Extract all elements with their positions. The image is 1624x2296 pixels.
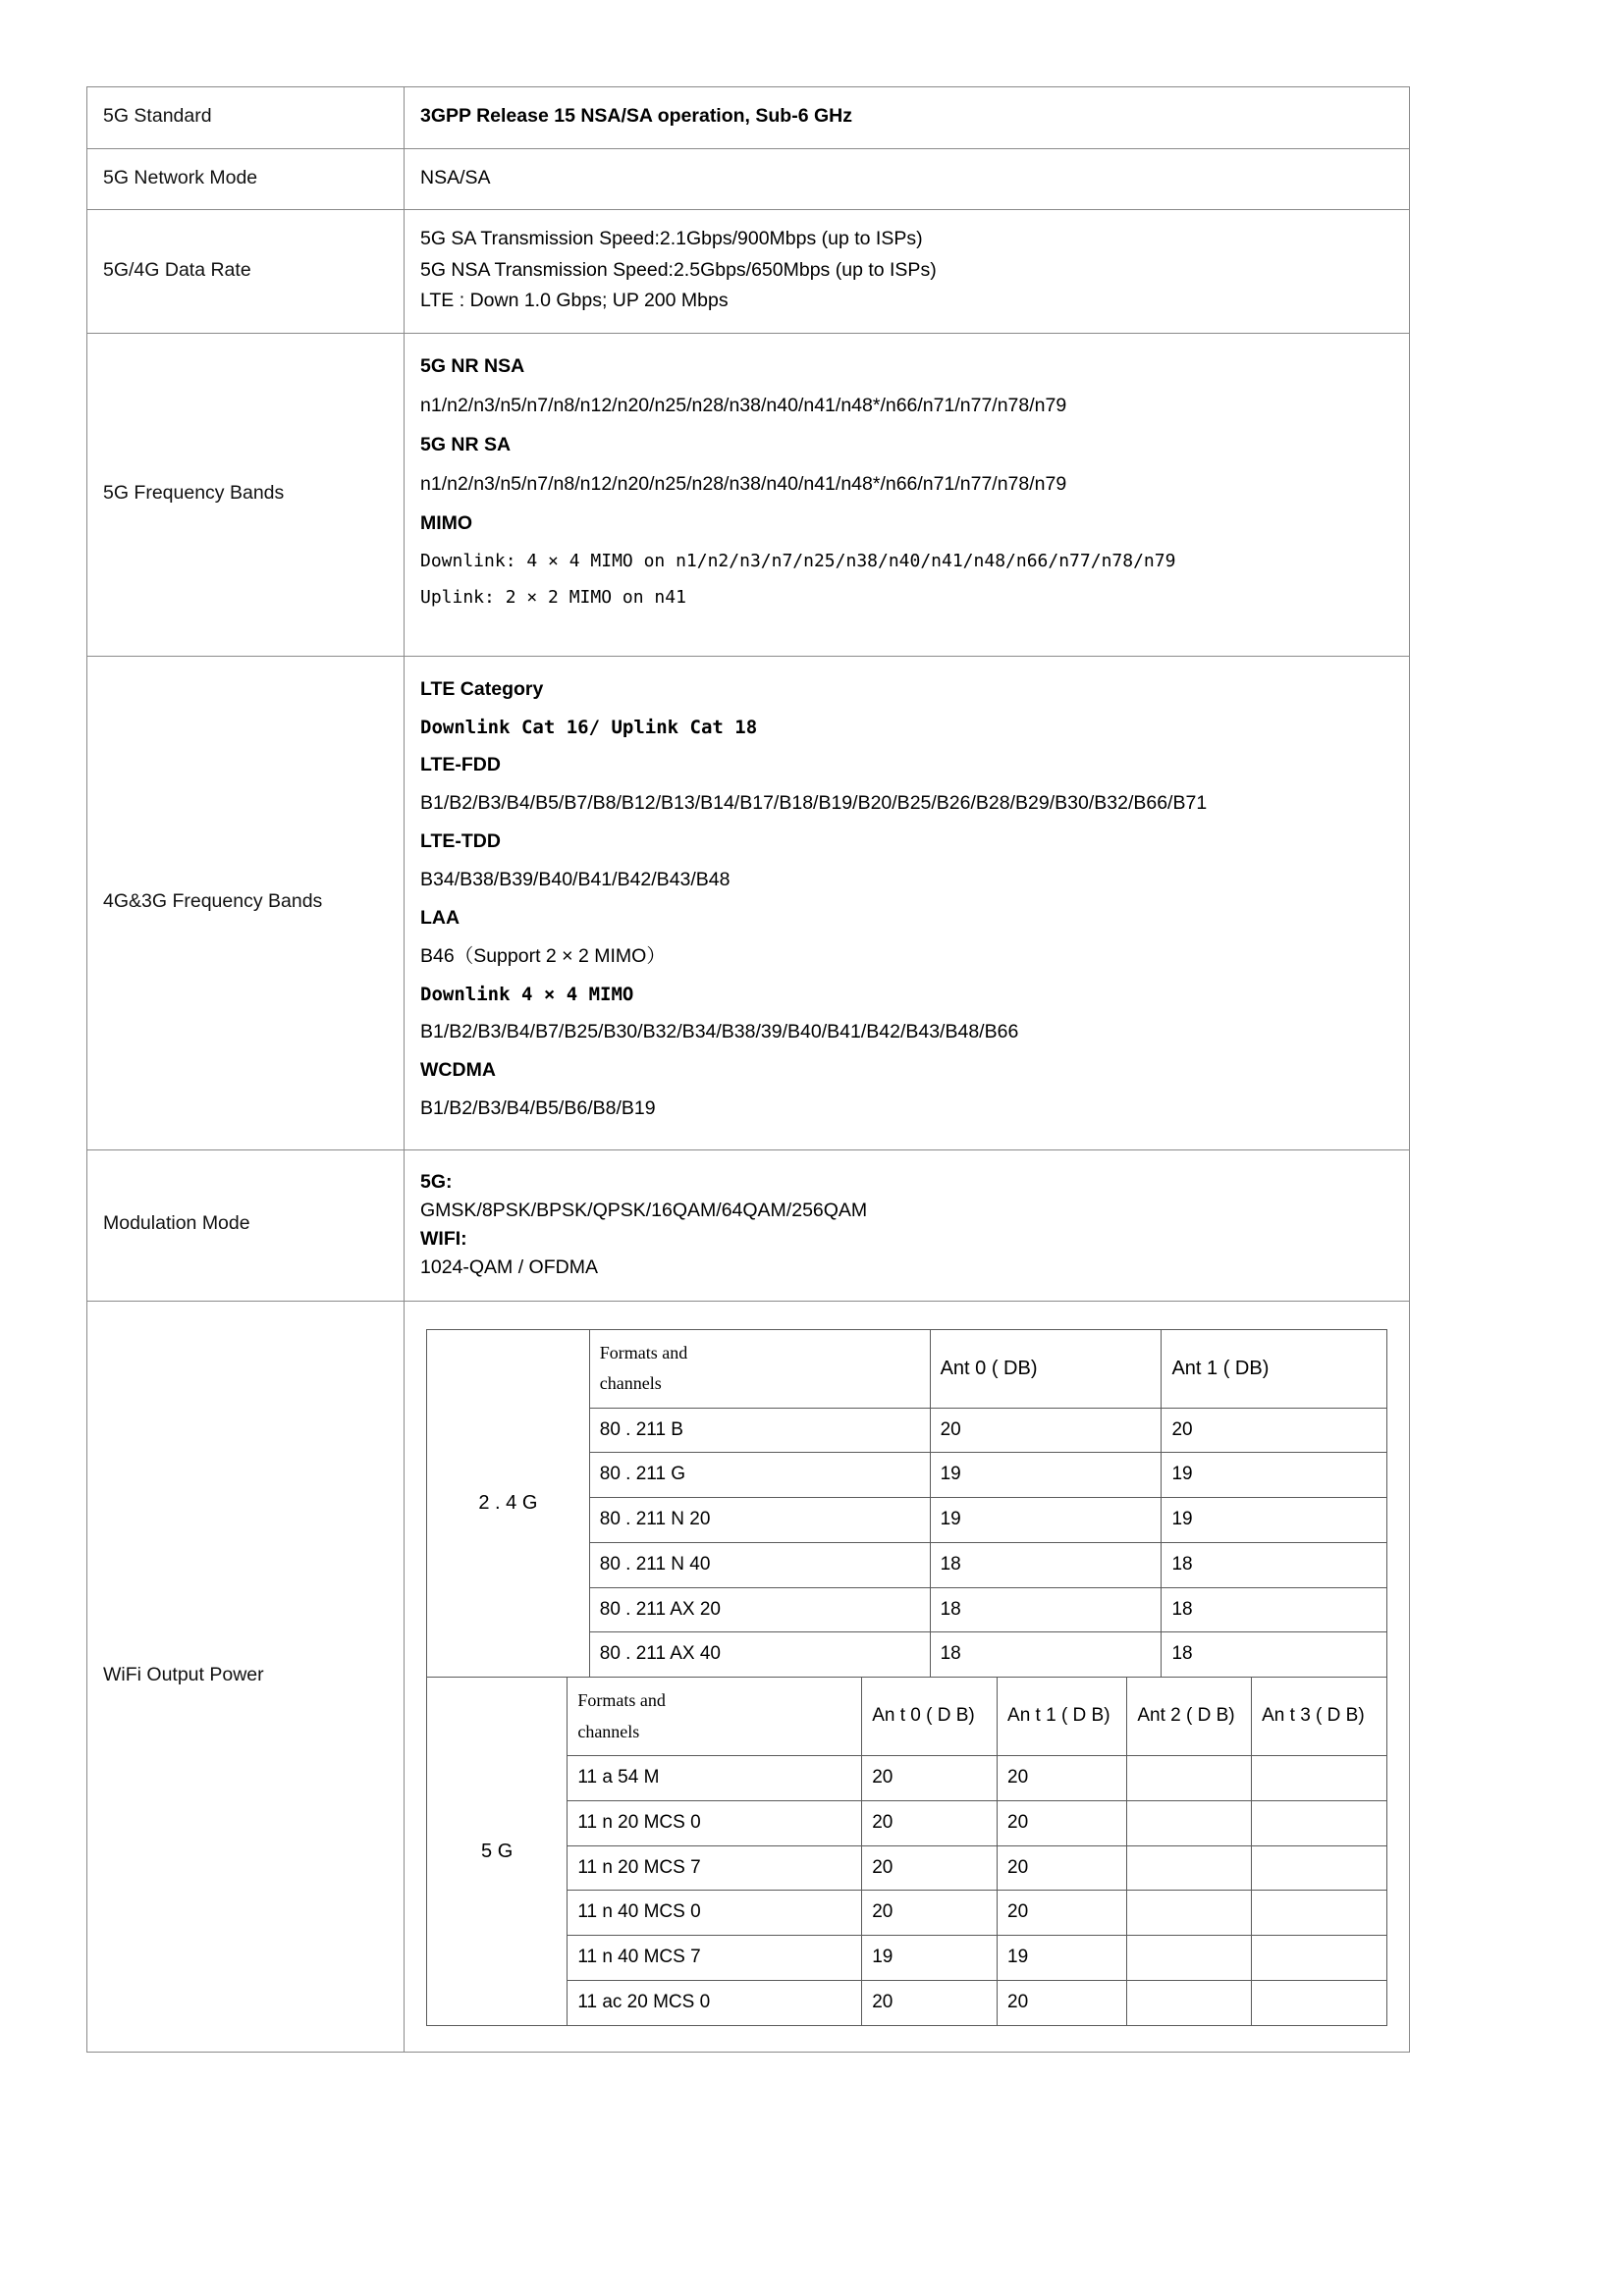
value-line: n1/n2/n3/n5/n7/n8/n12/n20/n25/n28/n38/n40/n41/n48*/n66/n71/n77/n78/n79 — [420, 394, 1067, 416]
value-line: LAA — [420, 906, 460, 929]
value-line: WIFI: — [420, 1228, 467, 1251]
cell-ant1: 18 — [1162, 1632, 1387, 1678]
cell-format: 11 n 20 MCS 7 — [568, 1845, 862, 1891]
value-line: 1024-QAM / OFDMA — [420, 1256, 598, 1279]
row-value — [405, 656, 1410, 1149]
column-header-ant3: An t 3 ( D B) — [1252, 1678, 1387, 1756]
cell-ant3 — [1252, 1756, 1387, 1801]
header-line-2: channels — [599, 1373, 662, 1394]
wifi-24g-body — [427, 1329, 1387, 1678]
cell-format: 80 . 211 B — [589, 1408, 930, 1453]
header-line-2: channels — [577, 1721, 640, 1741]
cell-ant1: 19 — [1162, 1498, 1387, 1543]
cell-format: 11 n 40 MCS 0 — [568, 1891, 862, 1936]
cell-ant0: 20 — [862, 1800, 998, 1845]
column-header-ant0: An t 0 ( D B) — [862, 1678, 998, 1756]
value-line: 5G NSA Transmission Speed:2.5Gbps/650Mbps (up to ISPs) — [420, 258, 937, 281]
cell-format: 80 . 211 AX 20 — [589, 1587, 930, 1632]
column-header-formats — [589, 1329, 930, 1408]
table-row — [427, 1800, 1387, 1845]
cell-ant0: 20 — [930, 1408, 1162, 1453]
header-line-1: Formats and — [577, 1690, 666, 1711]
cell-ant3 — [1252, 1800, 1387, 1845]
row-label: 5G Frequency Bands — [87, 333, 405, 656]
cell-ant3 — [1252, 1891, 1387, 1936]
value-line: 5G SA Transmission Speed:2.1Gbps/900Mbps (up to ISPs) — [420, 228, 923, 250]
value-line: LTE-FDD — [420, 753, 501, 775]
cell-ant3 — [1252, 1980, 1387, 2025]
table-row — [87, 1149, 1410, 1301]
wifi-5g-table — [426, 1677, 1387, 2026]
table-row — [87, 333, 1410, 656]
cell-ant2 — [1127, 1845, 1252, 1891]
cell-ant2 — [1127, 1756, 1252, 1801]
cell-ant0: 19 — [862, 1936, 998, 1981]
value-line: Downlink: 4 × 4 MIMO on n1/n2/n3/n7/n25/n38/n40/n41/n48/n66/n77/n78/n79 — [420, 550, 1176, 571]
table-row — [87, 210, 1410, 334]
table-row — [427, 1678, 1387, 1756]
cell-ant0: 20 — [862, 1756, 998, 1801]
cell-ant1: 20 — [998, 1891, 1127, 1936]
value-line: B46（Support 2 × 2 MIMO） — [420, 944, 666, 967]
value-line: 3GPP Release 15 NSA/SA operation, Sub-6 GHz — [420, 105, 852, 127]
cell-ant1: 20 — [998, 1845, 1127, 1891]
row-label: 5G/4G Data Rate — [87, 210, 405, 334]
value-line: Uplink: 2 × 2 MIMO on n41 — [420, 586, 686, 608]
table-row-wifi — [87, 1301, 1410, 2052]
row-value — [405, 148, 1410, 210]
value-line: LTE Category — [420, 677, 544, 700]
value-line: n1/n2/n3/n5/n7/n8/n12/n20/n25/n28/n38/n40/n41/n48*/n66/n71/n77/n78/n79 — [420, 472, 1067, 495]
band-label-24g: 2 . 4 G — [427, 1329, 590, 1678]
cell-ant1: 20 — [998, 1800, 1127, 1845]
cell-ant2 — [1127, 1980, 1252, 2025]
wifi-24g-table — [426, 1329, 1387, 1679]
cell-ant0: 18 — [930, 1542, 1162, 1587]
value-line: B1/B2/B3/B4/B5/B6/B8/B19 — [420, 1096, 656, 1119]
cell-format: 11 a 54 M — [568, 1756, 862, 1801]
row-label: Modulation Mode — [87, 1149, 405, 1301]
column-header-ant1: Ant 1 ( DB) — [1162, 1329, 1387, 1408]
row-value — [405, 87, 1410, 149]
cell-ant1: 20 — [998, 1756, 1127, 1801]
value-line: Downlink Cat 16/ Uplink Cat 18 — [420, 716, 758, 738]
cell-format: 80 . 211 AX 40 — [589, 1632, 930, 1678]
value-line: LTE-TDD — [420, 829, 501, 852]
row-value — [405, 210, 1410, 334]
column-header-ant0: Ant 0 ( DB) — [930, 1329, 1162, 1408]
cell-format: 80 . 211 G — [589, 1453, 930, 1498]
row-label: 4G&3G Frequency Bands — [87, 656, 405, 1149]
specification-table-body — [87, 87, 1410, 2053]
table-row — [87, 87, 1410, 149]
value-line: Downlink 4 × 4 MIMO — [420, 983, 634, 1005]
cell-ant1: 20 — [998, 1980, 1127, 2025]
table-row — [427, 1845, 1387, 1891]
header-line-1: Formats and — [599, 1342, 688, 1362]
value-line: MIMO — [420, 511, 473, 534]
value-line: B34/B38/B39/B40/B41/B42/B43/B48 — [420, 868, 731, 890]
cell-format: 11 ac 20 MCS 0 — [568, 1980, 862, 2025]
table-row — [427, 1756, 1387, 1801]
cell-ant0: 20 — [862, 1891, 998, 1936]
cell-ant0: 19 — [930, 1498, 1162, 1543]
value-line: GMSK/8PSK/BPSK/QPSK/16QAM/64QAM/256QAM — [420, 1199, 868, 1221]
table-row — [87, 148, 1410, 210]
cell-ant0: 18 — [930, 1632, 1162, 1678]
value-line: B1/B2/B3/B4/B7/B25/B30/B32/B34/B38/39/B40/B41/B42/B43/B48/B66 — [420, 1020, 1019, 1042]
table-row — [427, 1936, 1387, 1981]
cell-ant0: 20 — [862, 1845, 998, 1891]
cell-format: 11 n 20 MCS 0 — [568, 1800, 862, 1845]
cell-ant2 — [1127, 1800, 1252, 1845]
value-line: 5G NR SA — [420, 433, 512, 455]
cell-format: 11 n 40 MCS 7 — [568, 1936, 862, 1981]
cell-ant1: 18 — [1162, 1587, 1387, 1632]
row-label: WiFi Output Power — [87, 1301, 405, 2052]
value-line: 5G NR NSA — [420, 354, 525, 377]
row-value — [405, 1149, 1410, 1301]
cell-format: 80 . 211 N 20 — [589, 1498, 930, 1543]
cell-ant2 — [1127, 1891, 1252, 1936]
column-header-ant1: An t 1 ( D B) — [998, 1678, 1127, 1756]
band-label-5g: 5 G — [427, 1678, 568, 2026]
value-line: 5G: — [420, 1170, 453, 1193]
table-row — [427, 1329, 1387, 1408]
value-line: B1/B2/B3/B4/B5/B7/B8/B12/B13/B14/B17/B18/B19/B20/B25/B26/B28/B29/B30/B32/B66/B71 — [420, 791, 1208, 814]
wifi-5g-body — [427, 1678, 1387, 2026]
row-label: 5G Network Mode — [87, 148, 405, 210]
cell-ant2 — [1127, 1936, 1252, 1981]
cell-ant1: 19 — [998, 1936, 1127, 1981]
cell-ant0: 18 — [930, 1587, 1162, 1632]
row-value-wifi — [405, 1301, 1410, 2052]
row-label: 5G Standard — [87, 87, 405, 149]
specification-table — [86, 86, 1410, 2053]
cell-ant3 — [1252, 1936, 1387, 1981]
column-header-formats — [568, 1678, 862, 1756]
table-row — [427, 1980, 1387, 2025]
cell-ant0: 20 — [862, 1980, 998, 2025]
wifi-tables-container — [405, 1302, 1409, 2052]
row-value — [405, 333, 1410, 656]
cell-ant1: 18 — [1162, 1542, 1387, 1587]
table-row — [427, 1891, 1387, 1936]
cell-ant3 — [1252, 1845, 1387, 1891]
cell-ant1: 20 — [1162, 1408, 1387, 1453]
value-line: NSA/SA — [420, 166, 491, 188]
value-line: LTE : Down 1.0 Gbps; UP 200 Mbps — [420, 290, 729, 312]
cell-ant1: 19 — [1162, 1453, 1387, 1498]
cell-format: 80 . 211 N 40 — [589, 1542, 930, 1587]
cell-ant0: 19 — [930, 1453, 1162, 1498]
column-header-ant2: Ant 2 ( D B) — [1127, 1678, 1252, 1756]
table-row — [87, 656, 1410, 1149]
value-line: WCDMA — [420, 1058, 496, 1081]
